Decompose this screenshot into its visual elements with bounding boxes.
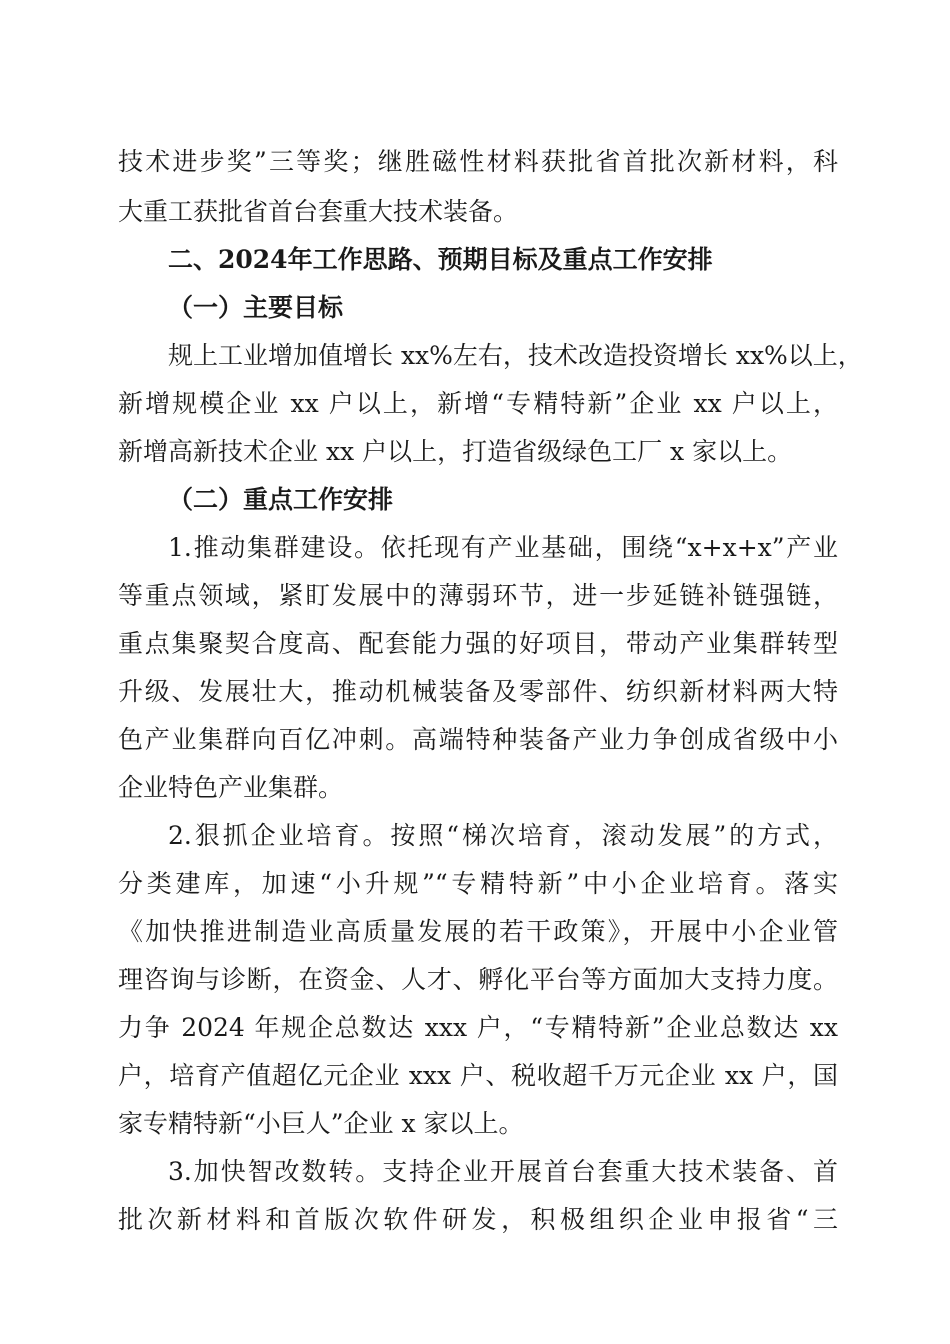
item1-line: 重点集聚契合度高、配套能力强的好项目，带动产业集群转型 [118,629,838,658]
item1-line: 色产业集群向百亿冲刺。高端特种装备产业力争创成省级中小 [118,725,838,754]
item2-line: 分类建库，加速“小升规”“专精特新”中小企业培育。落实 [118,869,838,898]
item2-line: 《加快推进制造业高质量发展的若干政策》，开展中小企业管 [118,917,838,946]
subheading-key-tasks: （二）重点工作安排 [168,485,394,514]
item1-line: 企业特色产业集群。 [118,773,344,802]
item1-line: 1.推动集群建设。依托现有产业基础，围绕“x+x+x”产业 [168,533,838,562]
item1-line: 等重点领域，紧盯发展中的薄弱环节，进一步延链补链强链， [118,581,838,610]
item2-line: 户，培育产值超亿元企业 xxx 户、税收超千万元企业 xx 户，国 [118,1061,838,1090]
section-heading: 二、2024年工作思路、预期目标及重点工作安排 [168,245,713,274]
item2-line: 力争 2024 年规企总数达 xxx 户，“专精特新”企业总数达 xx [118,1013,838,1042]
item2-line: 理咨询与诊断，在资金、人才、孵化平台等方面加大支持力度。 [118,965,838,994]
item2-line: 2.狠抓企业培育。按照“梯次培育，滚动发展”的方式， [168,821,838,850]
item3-line: 3.加快智改数转。支持企业开展首台套重大技术装备、首 [168,1157,838,1186]
item1-line: 升级、发展壮大，推动机械装备及零部件、纺织新材料两大特 [118,677,838,706]
item2-line: 家专精特新“小巨人”企业 x 家以上。 [118,1109,524,1138]
goals-line: 新增规模企业 xx 户以上，新增“专精特新”企业 xx 户以上， [118,389,838,418]
item3-line: 批次新材料和首版次软件研发，积极组织企业申报省“三 [118,1205,838,1234]
goals-line: 规上工业增加值增长 xx%左右，技术改造投资增长 xx%以上， [168,341,863,370]
subheading-main-goals: （一）主要目标 [168,293,344,322]
intro-line: 技术进步奖”三等奖；继胜磁性材料获批省首批次新材料，科 [118,147,838,176]
goals-line: 新增高新技术企业 xx 户以上，打造省级绿色工厂 x 家以上。 [118,437,793,466]
intro-line: 大重工获批省首台套重大技术装备。 [118,197,519,226]
